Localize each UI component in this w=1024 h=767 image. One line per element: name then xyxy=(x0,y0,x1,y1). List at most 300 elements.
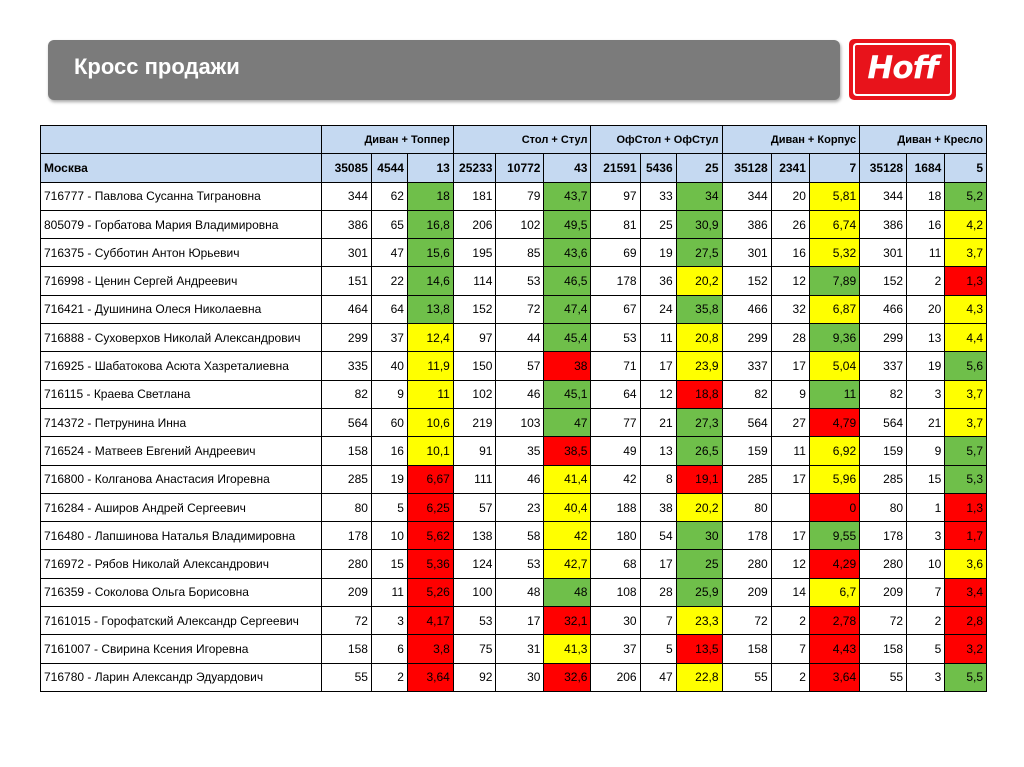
count-cell: 103 xyxy=(496,408,544,436)
table-row xyxy=(41,380,987,408)
manager-name: 716375 - Субботин Антон Юрьевич xyxy=(41,239,322,267)
group-header: Диван + Топпер xyxy=(321,126,453,154)
count-cell: 65 xyxy=(371,210,407,238)
percent-cell: 5,36 xyxy=(407,550,453,578)
percent-cell: 1,3 xyxy=(945,267,987,295)
percent-cell: 5,62 xyxy=(407,522,453,550)
count-cell: 11 xyxy=(371,578,407,606)
percent-cell: 43,7 xyxy=(544,182,591,210)
city-value: 21591 xyxy=(591,154,640,182)
count-cell: 13 xyxy=(907,324,945,352)
count-cell: 209 xyxy=(860,578,907,606)
percent-cell: 6,67 xyxy=(407,465,453,493)
count-cell: 158 xyxy=(860,635,907,663)
manager-name: 716359 - Соколова Ольга Борисовна xyxy=(41,578,322,606)
count-cell: 386 xyxy=(860,210,907,238)
count-cell: 81 xyxy=(591,210,640,238)
manager-name: 7161015 - Горофатский Александр Сергеевич xyxy=(41,607,322,635)
count-cell: 5 xyxy=(371,493,407,521)
table-row xyxy=(41,352,987,380)
count-cell: 31 xyxy=(496,635,544,663)
count-cell: 8 xyxy=(640,465,676,493)
city-value: 5436 xyxy=(640,154,676,182)
count-cell: 285 xyxy=(321,465,371,493)
percent-cell: 38 xyxy=(544,352,591,380)
count-cell: 21 xyxy=(640,408,676,436)
count-cell: 188 xyxy=(591,493,640,521)
count-cell: 301 xyxy=(722,239,771,267)
count-cell: 20 xyxy=(771,182,809,210)
count-cell: 55 xyxy=(860,663,907,691)
count-cell: 37 xyxy=(591,635,640,663)
count-cell: 21 xyxy=(907,408,945,436)
count-cell: 280 xyxy=(321,550,371,578)
count-cell: 138 xyxy=(453,522,496,550)
count-cell: 466 xyxy=(722,295,771,323)
percent-cell: 41,3 xyxy=(544,635,591,663)
count-cell: 57 xyxy=(496,352,544,380)
count-cell: 10 xyxy=(371,522,407,550)
count-cell: 285 xyxy=(722,465,771,493)
percent-cell: 3,8 xyxy=(407,635,453,663)
count-cell: 151 xyxy=(321,267,371,295)
city-value: 4544 xyxy=(371,154,407,182)
count-cell: 181 xyxy=(453,182,496,210)
percent-cell: 34 xyxy=(676,182,722,210)
percent-cell: 25,9 xyxy=(676,578,722,606)
count-cell: 301 xyxy=(321,239,371,267)
count-cell: 60 xyxy=(371,408,407,436)
count-cell: 92 xyxy=(453,663,496,691)
count-cell: 152 xyxy=(722,267,771,295)
count-cell: 33 xyxy=(640,182,676,210)
percent-cell: 3,7 xyxy=(945,239,987,267)
percent-cell: 6,7 xyxy=(809,578,859,606)
count-cell: 2 xyxy=(907,607,945,635)
city-value: 35128 xyxy=(722,154,771,182)
percent-cell: 11,9 xyxy=(407,352,453,380)
count-cell: 301 xyxy=(860,239,907,267)
table-row xyxy=(41,578,987,606)
count-cell: 38 xyxy=(640,493,676,521)
table-row xyxy=(41,295,987,323)
count-cell: 12 xyxy=(640,380,676,408)
percent-cell: 2,78 xyxy=(809,607,859,635)
count-cell: 206 xyxy=(453,210,496,238)
table-row xyxy=(41,663,987,691)
percent-cell: 43,6 xyxy=(544,239,591,267)
count-cell: 386 xyxy=(722,210,771,238)
percent-cell: 4,43 xyxy=(809,635,859,663)
count-cell: 23 xyxy=(496,493,544,521)
count-cell: 337 xyxy=(860,352,907,380)
manager-name: 805079 - Горбатова Мария Владимировна xyxy=(41,210,322,238)
count-cell: 386 xyxy=(321,210,371,238)
table-row xyxy=(41,437,987,465)
manager-name: 7161007 - Свирина Ксения Игоревна xyxy=(41,635,322,663)
count-cell: 280 xyxy=(722,550,771,578)
count-cell: 15 xyxy=(371,550,407,578)
percent-cell: 46,5 xyxy=(544,267,591,295)
manager-name: 716925 - Шабатокова Асюта Хазреталиевна xyxy=(41,352,322,380)
percent-cell: 20,2 xyxy=(676,493,722,521)
count-cell: 75 xyxy=(453,635,496,663)
percent-cell: 12,4 xyxy=(407,324,453,352)
count-cell: 3 xyxy=(907,663,945,691)
count-cell: 71 xyxy=(591,352,640,380)
count-cell: 209 xyxy=(321,578,371,606)
count-cell: 14 xyxy=(771,578,809,606)
group-header: Диван + Кресло xyxy=(860,126,987,154)
percent-cell: 13,5 xyxy=(676,635,722,663)
count-cell: 19 xyxy=(640,239,676,267)
count-cell: 64 xyxy=(371,295,407,323)
count-cell: 72 xyxy=(722,607,771,635)
percent-cell: 3,64 xyxy=(809,663,859,691)
count-cell: 53 xyxy=(591,324,640,352)
count-cell: 10 xyxy=(907,550,945,578)
table-row xyxy=(41,239,987,267)
city-value: 1684 xyxy=(907,154,945,182)
table-row xyxy=(41,522,987,550)
percent-cell: 23,9 xyxy=(676,352,722,380)
percent-cell: 5,81 xyxy=(809,182,859,210)
cross-sales-table xyxy=(40,125,987,692)
count-cell: 72 xyxy=(860,607,907,635)
count-cell: 47 xyxy=(371,239,407,267)
percent-cell: 5,2 xyxy=(945,182,987,210)
percent-cell: 49,5 xyxy=(544,210,591,238)
city-value: 13 xyxy=(407,154,453,182)
header-empty-cell xyxy=(41,126,322,154)
percent-cell: 3,64 xyxy=(407,663,453,691)
count-cell: 13 xyxy=(640,437,676,465)
percent-cell: 10,6 xyxy=(407,408,453,436)
count-cell: 37 xyxy=(371,324,407,352)
count-cell: 6 xyxy=(371,635,407,663)
count-cell xyxy=(771,493,809,521)
count-cell: 2 xyxy=(371,663,407,691)
count-cell: 28 xyxy=(640,578,676,606)
count-cell: 17 xyxy=(771,522,809,550)
count-cell: 158 xyxy=(722,635,771,663)
percent-cell: 40,4 xyxy=(544,493,591,521)
hoff-logo-text: Hoff xyxy=(853,43,952,96)
count-cell: 30 xyxy=(591,607,640,635)
percent-cell: 4,17 xyxy=(407,607,453,635)
count-cell: 16 xyxy=(907,210,945,238)
count-cell: 102 xyxy=(453,380,496,408)
percent-cell: 3,6 xyxy=(945,550,987,578)
city-value: 25233 xyxy=(453,154,496,182)
city-value: 35085 xyxy=(321,154,371,182)
percent-cell: 3,7 xyxy=(945,408,987,436)
table-row xyxy=(41,493,987,521)
percent-cell: 4,29 xyxy=(809,550,859,578)
count-cell: 100 xyxy=(453,578,496,606)
manager-name: 716800 - Колганова Анастасия Игоревна xyxy=(41,465,322,493)
city-total-row xyxy=(41,154,987,182)
percent-cell: 3,7 xyxy=(945,380,987,408)
percent-cell: 6,74 xyxy=(809,210,859,238)
count-cell: 48 xyxy=(496,578,544,606)
count-cell: 53 xyxy=(496,550,544,578)
count-cell: 564 xyxy=(722,408,771,436)
percent-cell: 25 xyxy=(676,550,722,578)
count-cell: 178 xyxy=(321,522,371,550)
percent-cell: 30 xyxy=(676,522,722,550)
count-cell: 79 xyxy=(496,182,544,210)
count-cell: 152 xyxy=(453,295,496,323)
percent-cell: 3,4 xyxy=(945,578,987,606)
count-cell: 57 xyxy=(453,493,496,521)
count-cell: 299 xyxy=(860,324,907,352)
count-cell: 124 xyxy=(453,550,496,578)
count-cell: 299 xyxy=(321,324,371,352)
count-cell: 11 xyxy=(640,324,676,352)
city-name: Москва xyxy=(41,154,322,182)
percent-cell: 7,89 xyxy=(809,267,859,295)
percent-cell: 32,1 xyxy=(544,607,591,635)
count-cell: 152 xyxy=(860,267,907,295)
table-row xyxy=(41,324,987,352)
count-cell: 22 xyxy=(371,267,407,295)
count-cell: 16 xyxy=(771,239,809,267)
manager-name: 716888 - Суховерхов Николай Александрович xyxy=(41,324,322,352)
count-cell: 35 xyxy=(496,437,544,465)
count-cell: 64 xyxy=(591,380,640,408)
count-cell: 11 xyxy=(907,239,945,267)
percent-cell: 9,36 xyxy=(809,324,859,352)
table-row xyxy=(41,607,987,635)
count-cell: 195 xyxy=(453,239,496,267)
count-cell: 2 xyxy=(771,663,809,691)
percent-cell: 3,2 xyxy=(945,635,987,663)
percent-cell: 35,8 xyxy=(676,295,722,323)
percent-cell: 5,32 xyxy=(809,239,859,267)
city-value: 2341 xyxy=(771,154,809,182)
count-cell: 40 xyxy=(371,352,407,380)
percent-cell: 10,1 xyxy=(407,437,453,465)
percent-cell: 19,1 xyxy=(676,465,722,493)
percent-cell: 20,8 xyxy=(676,324,722,352)
percent-cell: 6,87 xyxy=(809,295,859,323)
count-cell: 344 xyxy=(321,182,371,210)
percent-cell: 2,8 xyxy=(945,607,987,635)
count-cell: 85 xyxy=(496,239,544,267)
percent-cell: 5,3 xyxy=(945,465,987,493)
count-cell: 108 xyxy=(591,578,640,606)
hoff-logo xyxy=(849,39,956,100)
count-cell: 17 xyxy=(771,352,809,380)
city-value: 5 xyxy=(945,154,987,182)
count-cell: 72 xyxy=(496,295,544,323)
count-cell: 82 xyxy=(860,380,907,408)
count-cell: 564 xyxy=(860,408,907,436)
count-cell: 178 xyxy=(591,267,640,295)
manager-name: 716972 - Рябов Николай Александрович xyxy=(41,550,322,578)
count-cell: 11 xyxy=(771,437,809,465)
percent-cell: 6,92 xyxy=(809,437,859,465)
count-cell: 111 xyxy=(453,465,496,493)
percent-cell: 13,8 xyxy=(407,295,453,323)
count-cell: 344 xyxy=(860,182,907,210)
percent-cell: 22,8 xyxy=(676,663,722,691)
percent-cell: 14,6 xyxy=(407,267,453,295)
percent-cell: 16,8 xyxy=(407,210,453,238)
count-cell: 46 xyxy=(496,380,544,408)
count-cell: 20 xyxy=(907,295,945,323)
count-cell: 53 xyxy=(496,267,544,295)
count-cell: 344 xyxy=(722,182,771,210)
manager-name: 716777 - Павлова Сусанна Тиграновна xyxy=(41,182,322,210)
percent-cell: 4,4 xyxy=(945,324,987,352)
manager-name: 716421 - Душинина Олеся Николаевна xyxy=(41,295,322,323)
manager-name: 716480 - Лапшинова Наталья Владимировна xyxy=(41,522,322,550)
percent-cell: 4,3 xyxy=(945,295,987,323)
count-cell: 178 xyxy=(722,522,771,550)
count-cell: 17 xyxy=(496,607,544,635)
count-cell: 16 xyxy=(371,437,407,465)
count-cell: 7 xyxy=(771,635,809,663)
count-cell: 80 xyxy=(860,493,907,521)
percent-cell: 1,3 xyxy=(945,493,987,521)
percent-cell: 4,2 xyxy=(945,210,987,238)
count-cell: 54 xyxy=(640,522,676,550)
count-cell: 97 xyxy=(591,182,640,210)
count-cell: 3 xyxy=(907,522,945,550)
count-cell: 36 xyxy=(640,267,676,295)
manager-name: 714372 - Петрунина Инна xyxy=(41,408,322,436)
percent-cell: 47,4 xyxy=(544,295,591,323)
count-cell: 17 xyxy=(640,352,676,380)
count-cell: 91 xyxy=(453,437,496,465)
count-cell: 44 xyxy=(496,324,544,352)
percent-cell: 5,7 xyxy=(945,437,987,465)
count-cell: 82 xyxy=(321,380,371,408)
count-cell: 72 xyxy=(321,607,371,635)
count-cell: 114 xyxy=(453,267,496,295)
manager-name: 716115 - Краева Светлана xyxy=(41,380,322,408)
count-cell: 3 xyxy=(907,380,945,408)
percent-cell: 45,1 xyxy=(544,380,591,408)
percent-cell: 5,5 xyxy=(945,663,987,691)
count-cell: 97 xyxy=(453,324,496,352)
count-cell: 9 xyxy=(371,380,407,408)
count-cell: 67 xyxy=(591,295,640,323)
percent-cell: 11 xyxy=(407,380,453,408)
count-cell: 299 xyxy=(722,324,771,352)
percent-cell: 0 xyxy=(809,493,859,521)
count-cell: 49 xyxy=(591,437,640,465)
percent-cell: 18,8 xyxy=(676,380,722,408)
count-cell: 5 xyxy=(907,635,945,663)
percent-cell: 27,3 xyxy=(676,408,722,436)
count-cell: 69 xyxy=(591,239,640,267)
percent-cell: 5,96 xyxy=(809,465,859,493)
count-cell: 12 xyxy=(771,267,809,295)
percent-cell: 4,79 xyxy=(809,408,859,436)
count-cell: 77 xyxy=(591,408,640,436)
count-cell: 158 xyxy=(321,437,371,465)
count-cell: 7 xyxy=(640,607,676,635)
percent-cell: 5,04 xyxy=(809,352,859,380)
count-cell: 53 xyxy=(453,607,496,635)
count-cell: 17 xyxy=(771,465,809,493)
percent-cell: 9,55 xyxy=(809,522,859,550)
count-cell: 17 xyxy=(640,550,676,578)
count-cell: 58 xyxy=(496,522,544,550)
percent-cell: 5,26 xyxy=(407,578,453,606)
count-cell: 27 xyxy=(771,408,809,436)
percent-cell: 11 xyxy=(809,380,859,408)
count-cell: 9 xyxy=(771,380,809,408)
count-cell: 335 xyxy=(321,352,371,380)
manager-name: 716524 - Матвеев Евгений Андреевич xyxy=(41,437,322,465)
count-cell: 47 xyxy=(640,663,676,691)
count-cell: 5 xyxy=(640,635,676,663)
percent-cell: 41,4 xyxy=(544,465,591,493)
group-header: ОфСтол + ОфСтул xyxy=(591,126,722,154)
count-cell: 30 xyxy=(496,663,544,691)
group-header: Стол + Стул xyxy=(453,126,591,154)
count-cell: 7 xyxy=(907,578,945,606)
city-value: 7 xyxy=(809,154,859,182)
percent-cell: 1,7 xyxy=(945,522,987,550)
percent-cell: 5,6 xyxy=(945,352,987,380)
table-row xyxy=(41,408,987,436)
count-cell: 3 xyxy=(371,607,407,635)
percent-cell: 42 xyxy=(544,522,591,550)
percent-cell: 48 xyxy=(544,578,591,606)
count-cell: 1 xyxy=(907,493,945,521)
count-cell: 62 xyxy=(371,182,407,210)
city-value: 43 xyxy=(544,154,591,182)
page-title: Кросс продажи xyxy=(74,54,240,79)
count-cell: 102 xyxy=(496,210,544,238)
percent-cell: 42,7 xyxy=(544,550,591,578)
manager-name: 716284 - Аширов Андрей Сергеевич xyxy=(41,493,322,521)
count-cell: 159 xyxy=(722,437,771,465)
count-cell: 466 xyxy=(860,295,907,323)
percent-cell: 45,4 xyxy=(544,324,591,352)
count-cell: 55 xyxy=(722,663,771,691)
title-bar xyxy=(48,40,840,100)
count-cell: 19 xyxy=(371,465,407,493)
count-cell: 80 xyxy=(722,493,771,521)
count-cell: 150 xyxy=(453,352,496,380)
count-cell: 158 xyxy=(321,635,371,663)
percent-cell: 32,6 xyxy=(544,663,591,691)
percent-cell: 23,3 xyxy=(676,607,722,635)
count-cell: 80 xyxy=(321,493,371,521)
count-cell: 285 xyxy=(860,465,907,493)
group-header: Диван + Корпус xyxy=(722,126,860,154)
table-row xyxy=(41,465,987,493)
count-cell: 82 xyxy=(722,380,771,408)
count-cell: 12 xyxy=(771,550,809,578)
count-cell: 2 xyxy=(771,607,809,635)
percent-cell: 18 xyxy=(407,182,453,210)
count-cell: 18 xyxy=(907,182,945,210)
city-value: 25 xyxy=(676,154,722,182)
table-row xyxy=(41,550,987,578)
count-cell: 19 xyxy=(907,352,945,380)
percent-cell: 27,5 xyxy=(676,239,722,267)
count-cell: 24 xyxy=(640,295,676,323)
count-cell: 25 xyxy=(640,210,676,238)
count-cell: 564 xyxy=(321,408,371,436)
